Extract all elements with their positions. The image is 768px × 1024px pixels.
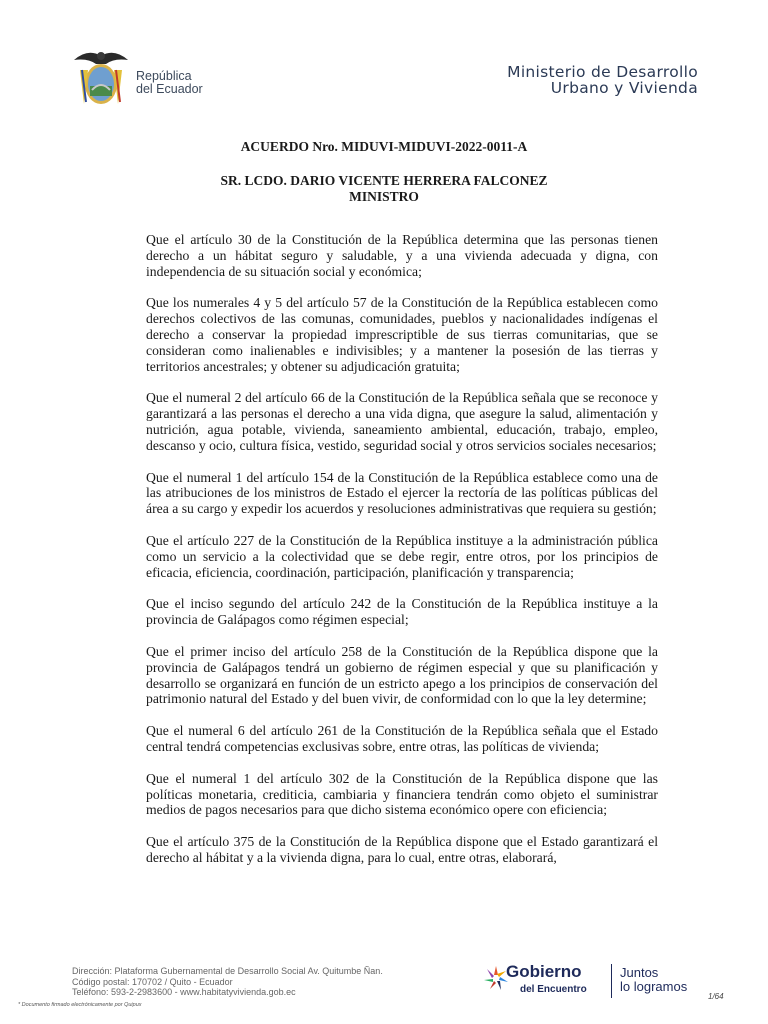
juntos-slogan — [620, 966, 687, 994]
footer-postal: Código postal: 170702 / Quito - Ecuador — [72, 976, 233, 987]
paragraph-7: Que el primer inciso del artículo 258 de la Constitución de la República dispone que la provincia de Galápagos tendrá un gobierno de régimen especial y que su planificación y desarrollo se organizará en función de un estricto apego a los principios de conservación del patrimonio natural del Estado y del buen vivir, de conformidad con lo que la ley determine; — [146, 643, 658, 707]
ecuador-coat-of-arms-icon — [70, 46, 132, 110]
signatory-role: MINISTRO — [349, 189, 419, 204]
paragraph-3: Que el numeral 2 del artículo 66 de la Constitución de la República señala que se reconoce y garantizará a las personas el derecho a una vida digna, que asegure la salud, alimentación y nutrición, agua potable, vivienda, saneamiento ambiental, educación, trabajo, empleo, descanso y ocio, cultura física, vestido, seguridad social y otros servicios sociales necesarios; — [146, 390, 658, 453]
ministry-name — [507, 64, 698, 96]
paragraph-4: Que el numeral 1 del artículo 154 de la Constitución de la República establece como una de las atribuciones de los ministros de Estado el ejercer la rectoría de las políticas públicas del área a su cargo y expedir los acuerdos y resoluciones administrativas que requiera su gestión; — [146, 469, 658, 517]
del-encuentro-word: del Encuentro — [520, 984, 587, 995]
juntos-line-1: Juntos — [620, 965, 659, 980]
document-body — [146, 232, 658, 882]
footer-address: Dirección: Plataforma Gubernamental de Desarrollo Social Av. Quitumbe Ñan. — [72, 966, 383, 976]
logo-divider — [611, 964, 612, 998]
paragraph-9: Que el numeral 1 del artículo 302 de la Constitución de la República dispone que las políticas monetaria, crediticia, cambiaria y financiera tendrán como objeto el suministrar medios de pagos necesarios para que dicho sistema económico opere con eficiencia; — [146, 770, 658, 818]
republica-label — [136, 70, 203, 96]
signatory-name: SR. LCDO. DARIO VICENTE HERRERA FALCONEZ — [220, 173, 548, 188]
page-header — [0, 0, 768, 120]
paragraph-8: Que el numeral 6 del artículo 261 de la Constitución de la República señala que el Estado central tendrá competencias exclusivas sobre, entre otras, las políticas de vivienda; — [146, 723, 658, 754]
paragraph-2: Que los numerales 4 y 5 del artículo 57 de la Constitución de la República establecen como derechos colectivos de las comunas, comunidades, pueblos y nacionalidades indígenas el derecho a conservar la propiedad imprescriptible de sus tierras comunitarias, que se consideran como inalienables e indivisibles; y a mantener la posesión de las tierras y territorios ancestrales; y obtener su adjudicación gratuita; — [146, 295, 658, 374]
gobierno-word: Gobierno — [506, 962, 582, 981]
paragraph-6: Que el inciso segundo del artículo 242 de la Constitución de la República instituye a la provincia de Galápagos como régimen especial; — [146, 596, 658, 628]
ministry-line-2: Urbano y Vivienda — [550, 79, 698, 97]
republica-line-1: República — [136, 69, 192, 83]
paragraph-1: Que el artículo 30 de la Constitución de la República determina que las personas tienen derecho a un hábitat seguro y saludable, y a una vivienda adecuada y digna, con independencia de su situación social y económica; — [146, 232, 658, 279]
juntos-line-2: lo logramos — [620, 979, 688, 994]
footer-phone-line — [72, 987, 383, 998]
paragraph-5: Que el artículo 227 de la Constitución de la República instituye a la administración pública como un servicio a la colectividad que se debe regir, entre otros, por los principios de eficacia, eficiencia, coordinación, participación, planificación y transparencia; — [146, 532, 658, 580]
footer-contact — [72, 966, 383, 998]
footer-phone: Teléfono: 593-2-2983600 - — [72, 987, 181, 997]
ministry-line-1: Ministerio de Desarrollo — [507, 63, 698, 81]
signed-note: * Documento firmado electrónicamente por Quipux — [18, 1002, 142, 1008]
website-link[interactable]: www.habitatyvivienda.gob.ec — [180, 987, 296, 997]
acuerdo-number: ACUERDO Nro. MIDUVI-MIDUVI-2022-0011-A — [240, 139, 528, 154]
paragraph-10: Que el artículo 375 de la Constitución de la República dispone que el Estado garantizará el derecho al hábitat y a la vivienda digna, para lo cual, entre otras, elaborará, — [146, 834, 658, 865]
page-number: 1/64 — [708, 992, 724, 1001]
republica-line-2: del Ecuador — [136, 82, 203, 96]
signatory-block — [0, 173, 768, 205]
